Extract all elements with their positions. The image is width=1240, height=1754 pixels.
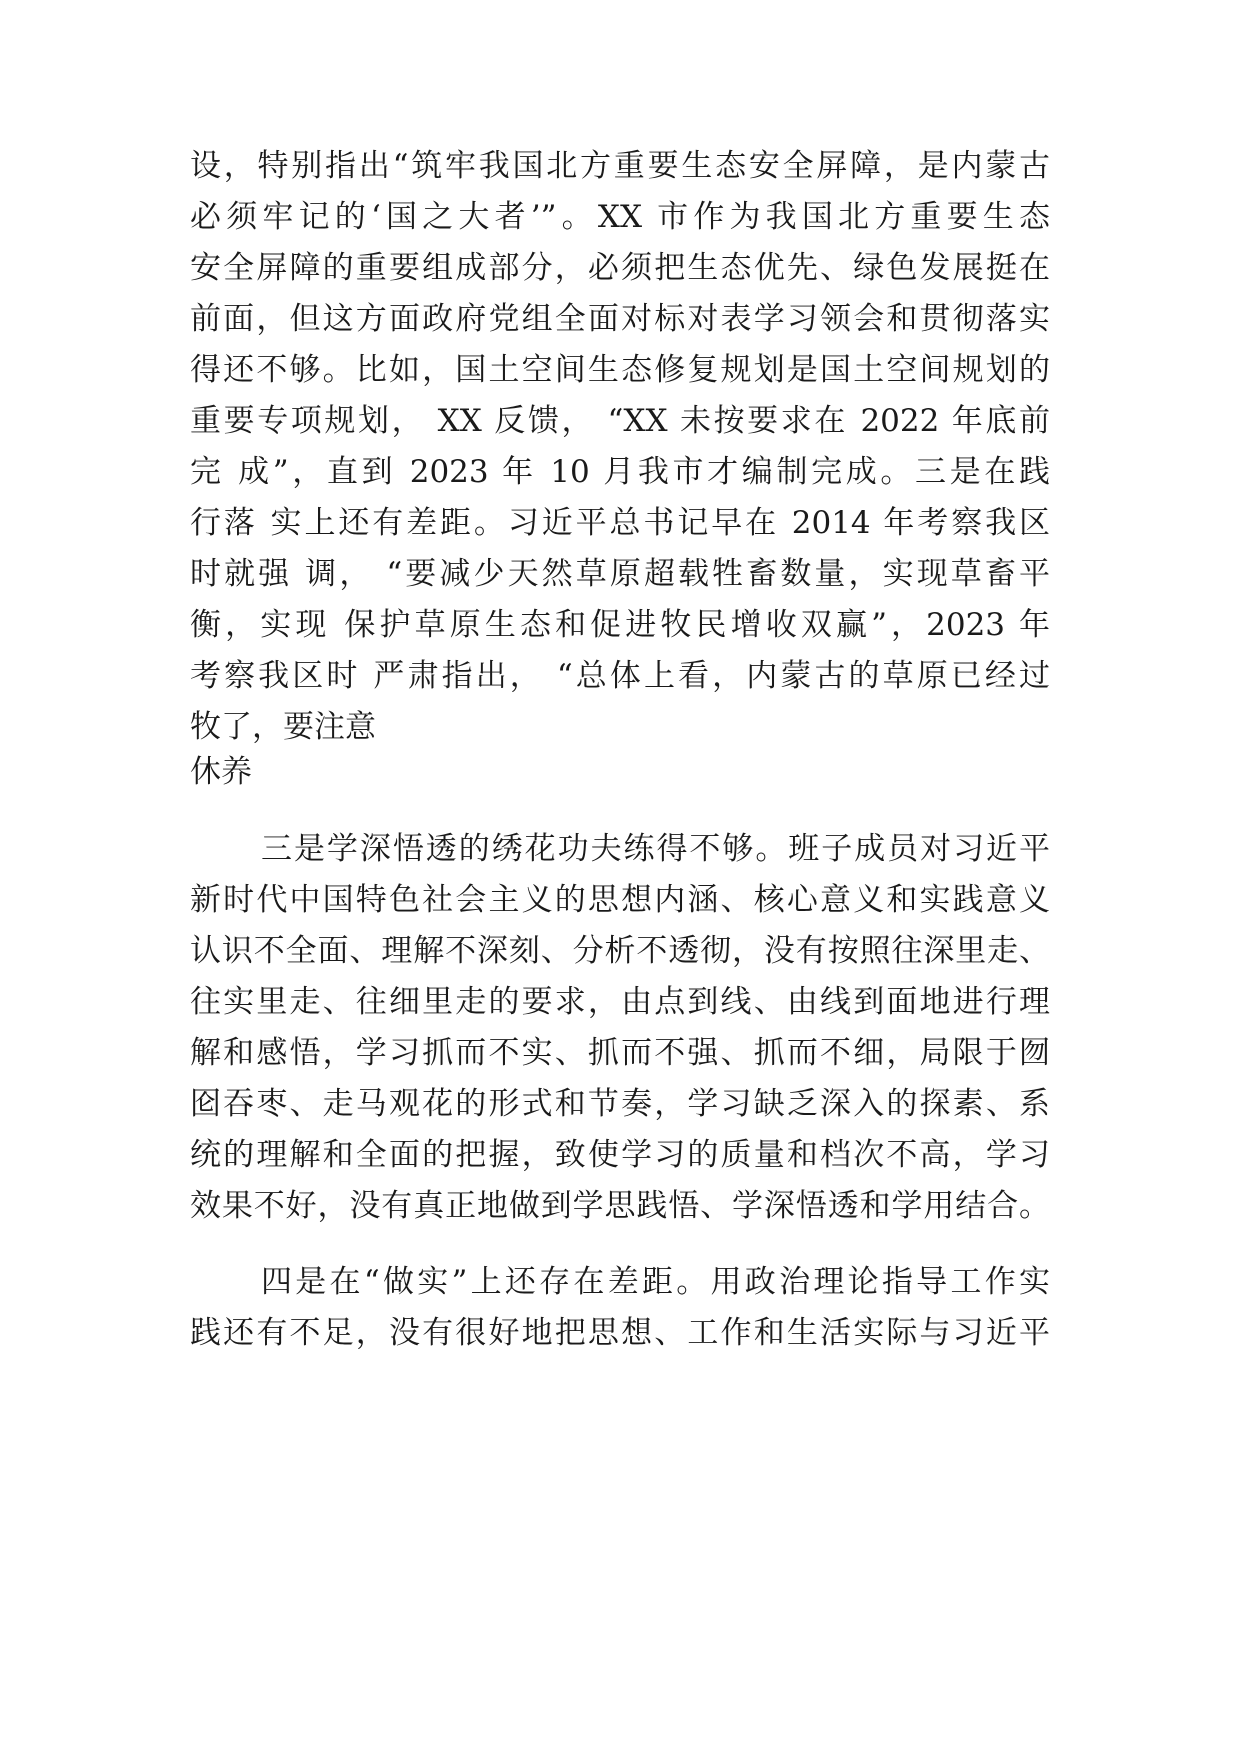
text-line: 休养 — [190, 754, 252, 790]
text-line: 认识不全面、理解不深刻、分析不透彻，没有按照往深里走、 — [190, 933, 1050, 969]
text-line: 行落 实上还有差距。习近平总书记早在 2014 年考察我区 — [190, 505, 1050, 541]
text-line: 考察我区时 严肃指出， “总体上看，内蒙古的草原已经过 — [190, 658, 1050, 694]
text-line: 统的理解和全面的把握，致使学习的质量和档次不高，学习 — [190, 1137, 1050, 1173]
text-line: 牧了，要注意 — [190, 709, 376, 745]
text-line: 得还不够。比如，国土空间生态修复规划是国土空间规划的 — [190, 352, 1050, 388]
paragraph-first-line: 四是在“做实”上还存在差距。用政治理论指导工作实 — [261, 1264, 1050, 1300]
text-line: 重要专项规划， XX 反馈， “XX 未按要求在 2022 年底前 — [190, 403, 1050, 439]
text-line: 新时代中国特色社会主义的思想内涵、核心意义和实践意义 — [190, 882, 1050, 918]
text-line: 完 成”，直到 2023 年 10 月我市才编制完成。三是在践 — [190, 454, 1050, 490]
text-line: 前面，但这方面政府党组全面对标对表学习领会和贯彻落实 — [190, 301, 1050, 337]
text-line: 效果不好，没有真正地做到学思践悟、学深悟透和学用结合。 — [190, 1188, 1050, 1224]
text-line: 囵吞枣、走马观花的形式和节奏，学习缺乏深入的探素、系 — [190, 1086, 1050, 1122]
paragraph-first-line: 三是学深悟透的绣花功夫练得不够。班子成员对习近平 — [261, 831, 1050, 867]
text-line: 必须牢记的‘国之大者’”。XX 市作为我国北方重要生态 — [190, 199, 1050, 235]
text-line: 解和感悟，学习抓而不实、抓而不强、抓而不细，局限于囫 — [190, 1035, 1050, 1071]
text-line: 安全屏障的重要组成部分，必须把生态优先、绿色发展挺在 — [190, 250, 1050, 286]
text-line: 衡，实现 保护草原生态和促进牧民增收双赢”，2023 年 — [190, 607, 1050, 643]
text-line: 时就强 调， “要减少天然草原超载牲畜数量，实现草畜平 — [190, 556, 1050, 592]
text-line: 设，特别指出“筑牢我国北方重要生态安全屏障，是内蒙古 — [190, 148, 1050, 184]
text-line: 往实里走、往细里走的要求，由点到线、由线到面地进行理 — [190, 984, 1050, 1020]
text-line: 践还有不足，没有很好地把思想、工作和生活实际与习近平 — [190, 1315, 1050, 1351]
